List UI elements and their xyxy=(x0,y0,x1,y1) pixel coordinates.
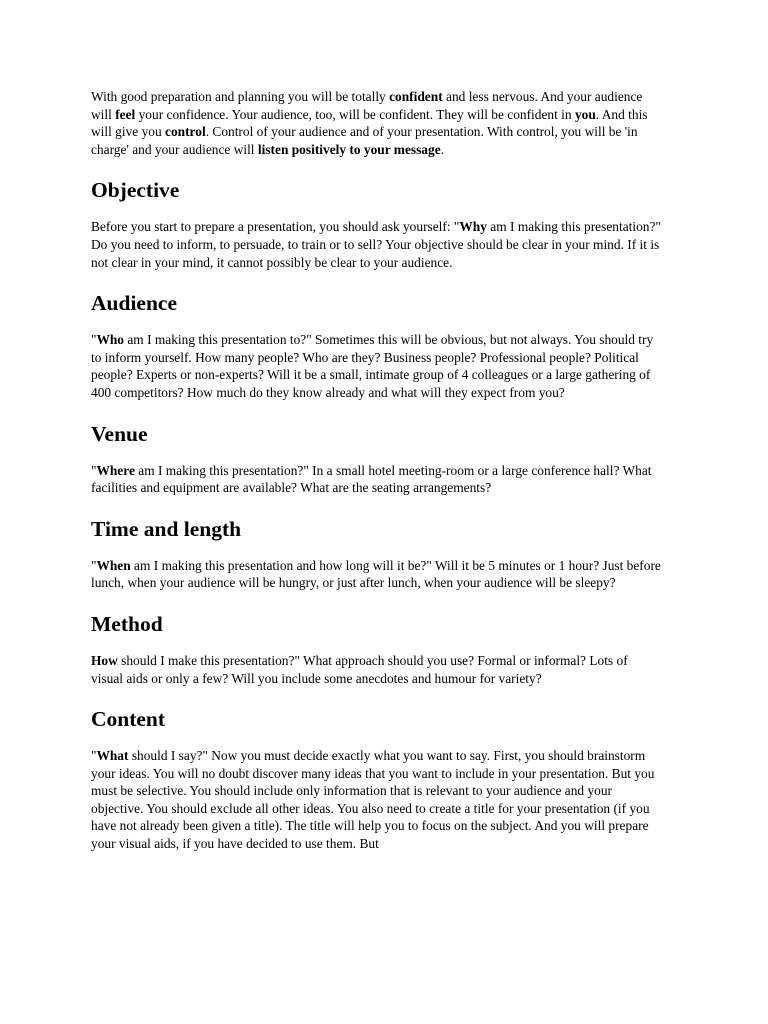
heading-content: Content xyxy=(91,707,166,732)
heading-audience: Audience xyxy=(91,291,177,316)
heading-venue: Venue xyxy=(91,421,148,446)
text: am I making this presentation?" In a small hotel meeting-room or a large conference hall? What facilities and equipment are available? What are the seating arrangements? xyxy=(91,462,652,496)
emphasis: When xyxy=(96,557,131,573)
text: am I making this presentation to?" Sometimes this will be obvious, but not always. You should try to inform yourself. How many people? Who are they? Business people? Professional people? Political people? Experts or non-experts? Will it be a small, intimate group of 4 colleagues or a large gathering of 400 competitors? How much do they know already and what will they expect from you? xyxy=(91,332,654,400)
emphasis: control xyxy=(165,124,206,140)
text: " xyxy=(91,748,97,764)
heading-method: Method xyxy=(91,611,163,636)
emphasis: confident xyxy=(389,89,443,104)
intro-paragraph xyxy=(91,88,661,158)
text: should I say?" Now you must decide exactly what you want to say. First, you should brainstorm your ideas. You will no doubt discover many ideas that you want to include in your presentation. But you must be selective. You should include only information that is relevant to your audience and your objective. You should exclude all other ideas. You also need to create a title for your presentation (if you have not already been given a title). The title will help you to focus on the subject. And you will prepare your visual aids, if you have decided to use them. But xyxy=(91,748,655,852)
paragraph-venue xyxy=(91,462,661,497)
emphasis: What xyxy=(96,748,129,764)
text: " xyxy=(91,462,97,478)
text: and less nervous. And your audience will xyxy=(91,89,643,122)
paragraph-objective xyxy=(91,218,661,271)
emphasis: listen positively to your message xyxy=(257,141,441,157)
emphasis: How xyxy=(91,652,118,668)
emphasis: feel xyxy=(115,106,136,122)
document-body xyxy=(91,88,661,872)
text: . Control of your audience and of your presentation. With control, you will be 'in charge' and your audience will xyxy=(91,124,638,157)
paragraph-audience xyxy=(91,331,661,401)
text: " xyxy=(91,557,97,573)
text: Before you start to prepare a presentation, you should ask yourself: " xyxy=(91,219,460,235)
emphasis: Why xyxy=(459,219,487,235)
text: " xyxy=(91,332,97,348)
text: your confidence. Your audience, too, will be confident. They will be confident in xyxy=(135,106,575,122)
text: . xyxy=(440,141,444,157)
text: am I making this presentation?" Do you need to inform, to persuade, to train or to sell? Your objective should be clear in your mind. If it is not clear in your mind, it cannot possibly be clear to your audience. xyxy=(91,219,661,270)
text: With good preparation and planning you will be totally xyxy=(91,89,390,104)
heading-time-and-length: Time and length xyxy=(91,516,242,541)
heading-objective: Objective xyxy=(91,178,180,203)
text: should I make this presentation?" What approach should you use? Formal or informal? Lots of visual aids or only a few? Will you include some anecdotes and humour for variety? xyxy=(91,652,628,686)
text: . And this will give you xyxy=(91,106,648,140)
paragraph-method xyxy=(91,652,661,687)
emphasis: Who xyxy=(96,332,125,348)
emphasis: Where xyxy=(96,462,135,478)
paragraph-time-and-length xyxy=(91,557,661,592)
emphasis: you xyxy=(574,106,596,122)
text: am I making this presentation and how long will it be?" Will it be 5 minutes or 1 hour? Just before lunch, when your audience will be hungry, or just after lunch, when your audience will be sleepy? xyxy=(91,557,661,591)
paragraph-content xyxy=(91,747,661,853)
